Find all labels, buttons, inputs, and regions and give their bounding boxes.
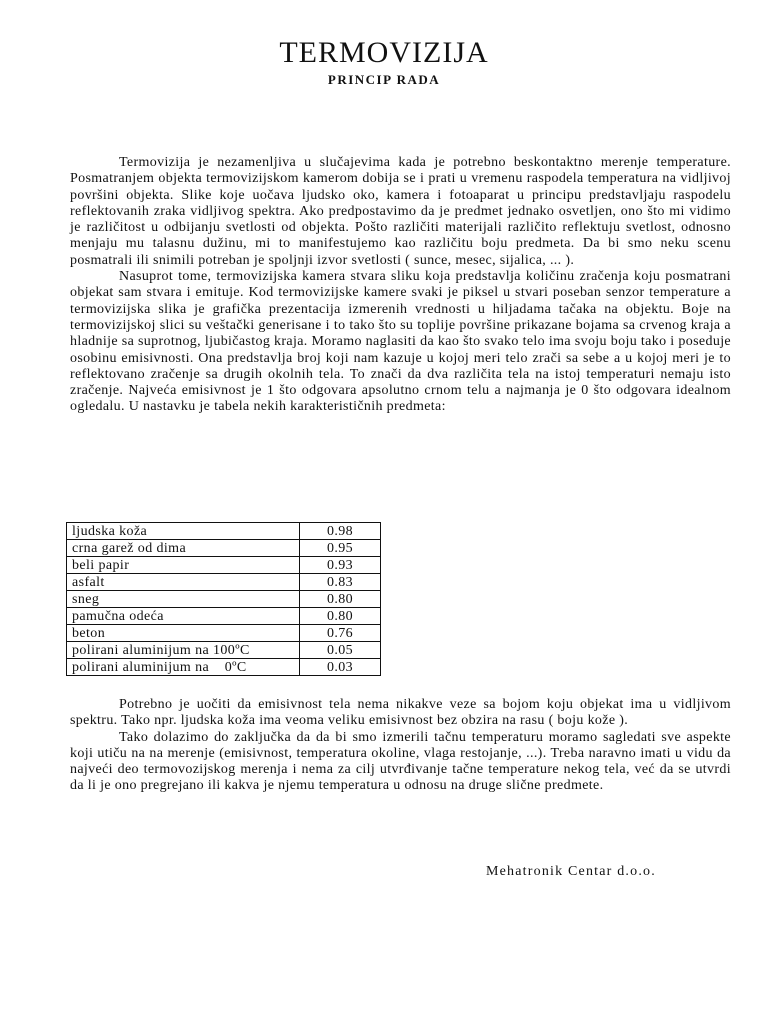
- conclusion-text: [70, 697, 731, 795]
- company-signature: Mehatronik Centar d.o.o.: [486, 864, 656, 879]
- paragraph: Tako dolazimo do zaključka da da bi smo izmerili tačnu temperaturu moramo sagledati sve aspekte koji utiču na na merenje (emisivnost, temperatura okoline, vlaga restojanje, ...). Treba naravno imati u vidu da najveći deo termovozijskog merenja i nema za cilj utvrđivanje tačne temperature nekog tela, već da se utvrdi da li je ono pregrejano ili kakva je njemu temperatura u odnosu na druge slične predmete.: [70, 729, 731, 794]
- paragraph: Nasuprot tome, termovizijska kamera stvara sliku koja predstavlja količinu zračenja koju posmatrani objekat sam stvara i emituje. Kod termovizijske kamere svaki je piksel u stvari poseban senzor temperature a termovizijska slika je grafička prezentacija izmerenih vrednosti u hiljadama tačaka na objektu. Boje na termovizijskoj slici su veštački generisane i to tako što su toplije površine prikazane bojama sa crvenog kraja a hladnije sa suprotnog, ljubičastog kraja. Moramo naglasiti da kao što svako telo ima svoju boju tako i poseduje osobinu emisivnosti. Ona predstavlja broj koji nam kazuje u kojoj meri telo zrači sa sebe a u kojoj meri je to reflektovano zračenje sa drugih okolnih tela. To znači da dva različita tela na istoj temperaturi nemaju isto zračenje. Najveća emisivnost je 1 što odgovara apsolutno crnom telu a najmanja je 0 što odgovara idealnom ogledalu. U nastavku je tabela nekih karakterističnih predmeta:: [70, 269, 731, 415]
- document-subtitle: PRINCIP RADA: [327, 72, 441, 87]
- emissivity-cell: 0.80: [300, 608, 381, 625]
- material-cell: beli papir: [67, 557, 300, 574]
- emissivity-cell: 0.05: [300, 642, 381, 659]
- material-cell: sneg: [67, 591, 300, 608]
- document-title: TERMOVIZIJA: [279, 36, 489, 69]
- table-row: [67, 608, 381, 625]
- material-cell: polirani aluminijum na 0ºC: [67, 659, 300, 676]
- paragraph: Potrebno je uočiti da emisivnost tela nema nikakve veze sa bojom koju objekat ima u vidljivom spektru. Tako npr. ljudska koža ima veoma veliku emisivnost bez obzira na rasu ( boju kože ).: [70, 697, 731, 729]
- paragraph: Termovizija je nezamenljiva u slučajevima kada je potrebno beskontaktno merenje temperature. Posmatranjem objekta termovizijskom kamerom dobija se i prati u vremenu raspodela temperatura na vidljivoj površini objekta. Slike koje uočava ljudsko oko, kamera i fotoaparat u principu predstavljaju raspodelu reflektovanih zraka vidljivog spektra. Ako predpostavimo da je predmet jednako osvetljen, ono što mi vidimo je različitost u odbijanju svetlosti od objekta. Pošto različiti materijali različito reflektuju svetlost, odnosno menjaju mu talasnu dužinu, mi to manifestujemo kao različitu boju predmeta. Da bi smo neku scenu posmatrali ili snimili potreban je spoljnji izvor svetlosti ( sunce, mesec, sijalica, ... ).: [70, 155, 731, 268]
- emissivity-cell: 0.95: [300, 540, 381, 557]
- table-row: [67, 557, 381, 574]
- emissivity-cell: 0.93: [300, 557, 381, 574]
- emissivity-cell: 0.03: [300, 659, 381, 676]
- table-row: [67, 659, 381, 676]
- emissivity-table: [66, 522, 381, 676]
- material-cell: crna garež od dima: [67, 540, 300, 557]
- material-cell: beton: [67, 625, 300, 642]
- emissivity-cell: 0.83: [300, 574, 381, 591]
- table-row: [67, 625, 381, 642]
- table-row: [67, 642, 381, 659]
- table-row: [67, 523, 381, 540]
- material-cell: pamučna odeća: [67, 608, 300, 625]
- emissivity-cell: 0.76: [300, 625, 381, 642]
- material-cell: asfalt: [67, 574, 300, 591]
- intro-text: [70, 155, 731, 416]
- table-row: [67, 574, 381, 591]
- table-row: [67, 591, 381, 608]
- emissivity-cell: 0.80: [300, 591, 381, 608]
- table-row: [67, 540, 381, 557]
- material-cell: ljudska koža: [67, 523, 300, 540]
- emissivity-cell: 0.98: [300, 523, 381, 540]
- material-cell: polirani aluminijum na 100ºC: [67, 642, 300, 659]
